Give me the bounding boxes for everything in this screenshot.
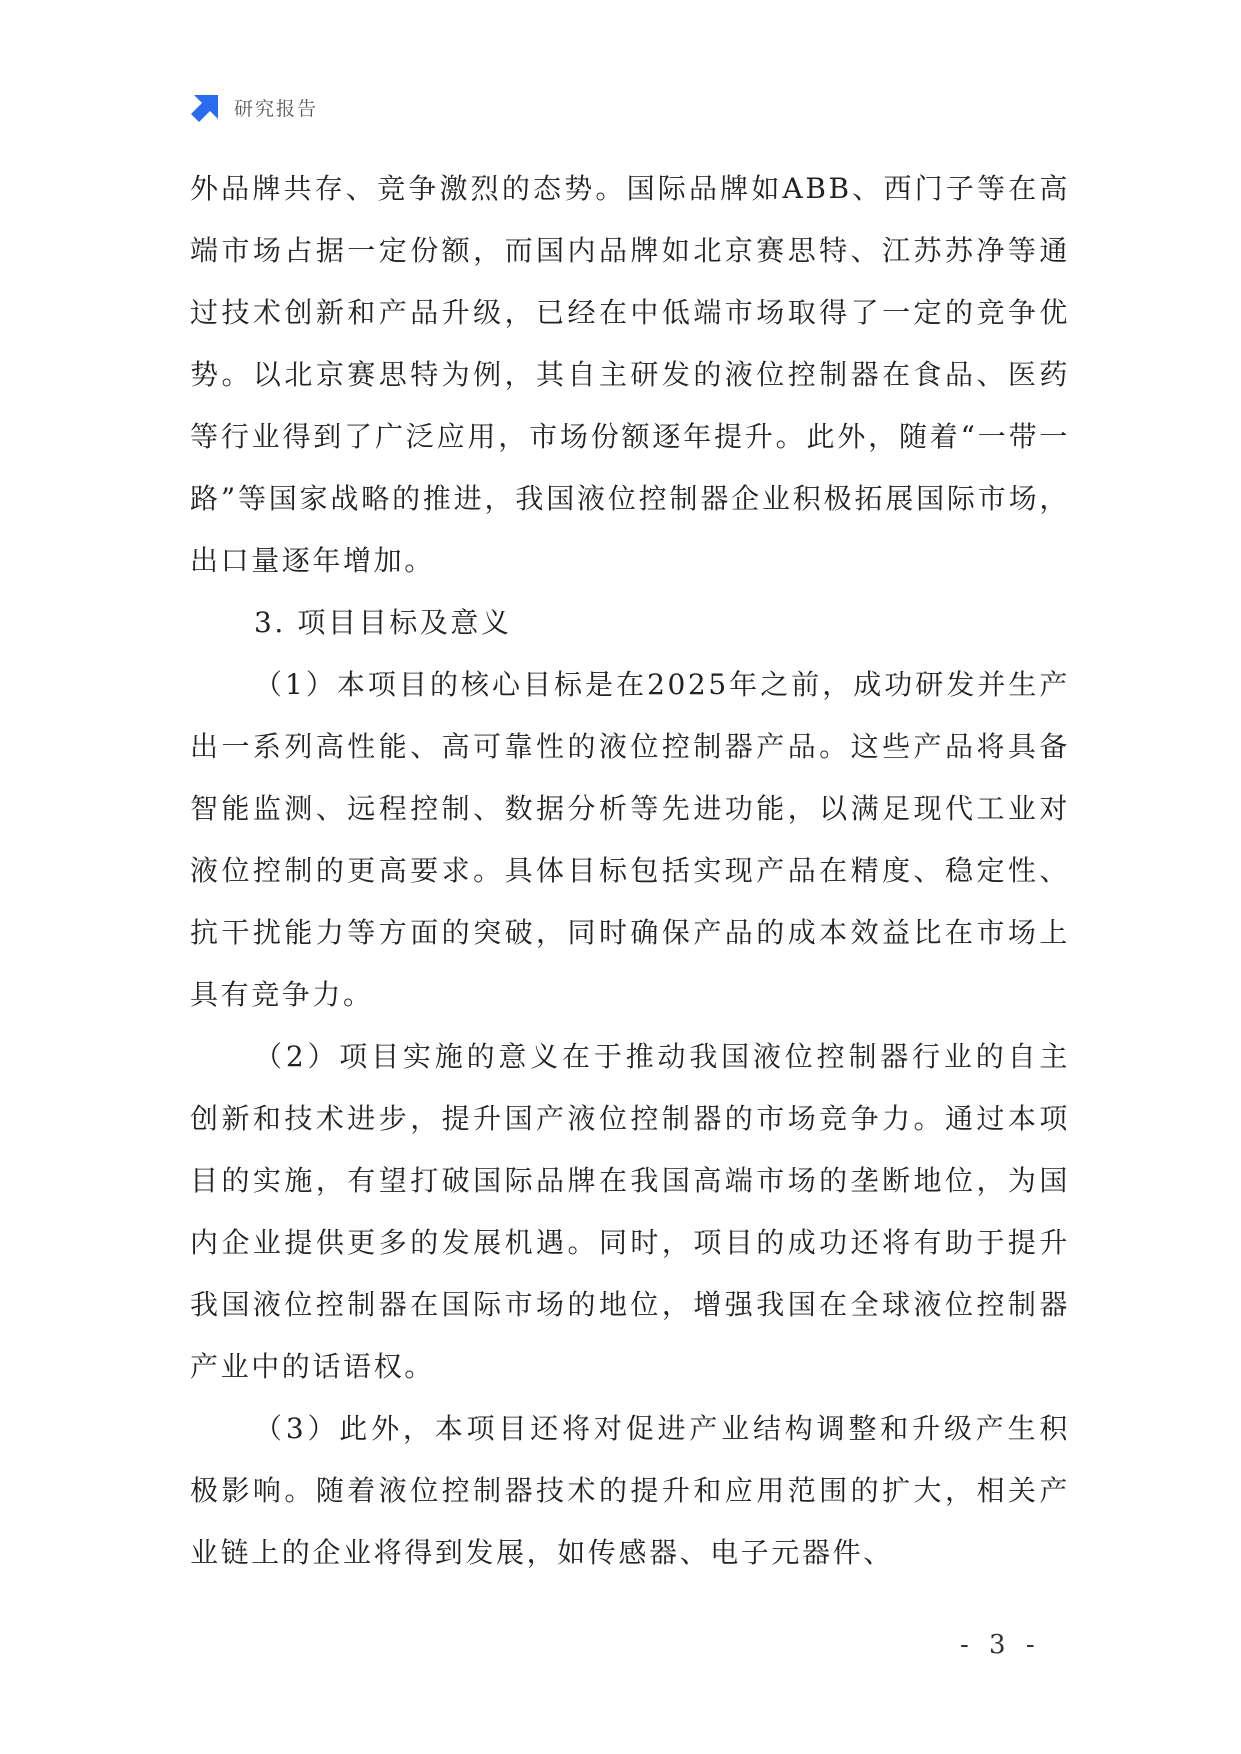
page-header — [190, 90, 318, 124]
page-number: - 3 - — [960, 1630, 1041, 1660]
arrow-up-right-icon — [190, 91, 222, 123]
paragraph-2: （2）项目实施的意义在于推动我国液位控制器行业的自主创新和技术进步，提升国产液位控制器的市场竞争力。通过本项目的实施，有望打破国际品牌在我国高端市场的垄断地位，为国内企业提供更多的发展机遇。同时，项目的成功还将有助于提升我国液位控制器在国际市场的地位，增强我国在全球液位控制器产业中的话语权。 — [190, 1040, 1070, 1383]
section-heading: 3. 项目目标及意义 — [254, 606, 512, 639]
paragraph-1: （1）本项目的核心目标是在2025年之前，成功研发并生产出一系列高性能、高可靠性的液位控制器产品。这些产品将具备智能监测、远程控制、数据分析等先进功能，以满足现代工业对液位控制的更高要求。具体目标包括实现产品在精度、稳定性、抗干扰能力等方面的突破，同时确保产品的成本效益比在市场上具有竞争力。 — [190, 668, 1070, 1011]
paragraph-continued: 外品牌共存、竞争激烈的态势。国际品牌如ABB、西门子等在高端市场占据一定份额，而国内品牌如北京赛思特、江苏苏净等通过技术创新和产品升级，已经在中低端市场取得了一定的竞争优势。以北京赛思特为例，其自主研发的液位控制器在食品、医药等行业得到了广泛应用，市场份额逐年提升。此外，随着“一带一路”等国家战略的推进，我国液位控制器企业积极拓展国际市场，出口量逐年增加。 — [190, 172, 1070, 577]
document-body — [190, 158, 1070, 1584]
paragraph-3: （3）此外，本项目还将对促进产业结构调整和升级产生积极影响。随着液位控制器技术的提升和应用范围的扩大，相关产业链上的企业将得到发展，如传感器、电子元器件、 — [190, 1412, 1070, 1569]
header-title: 研究报告 — [234, 97, 319, 120]
